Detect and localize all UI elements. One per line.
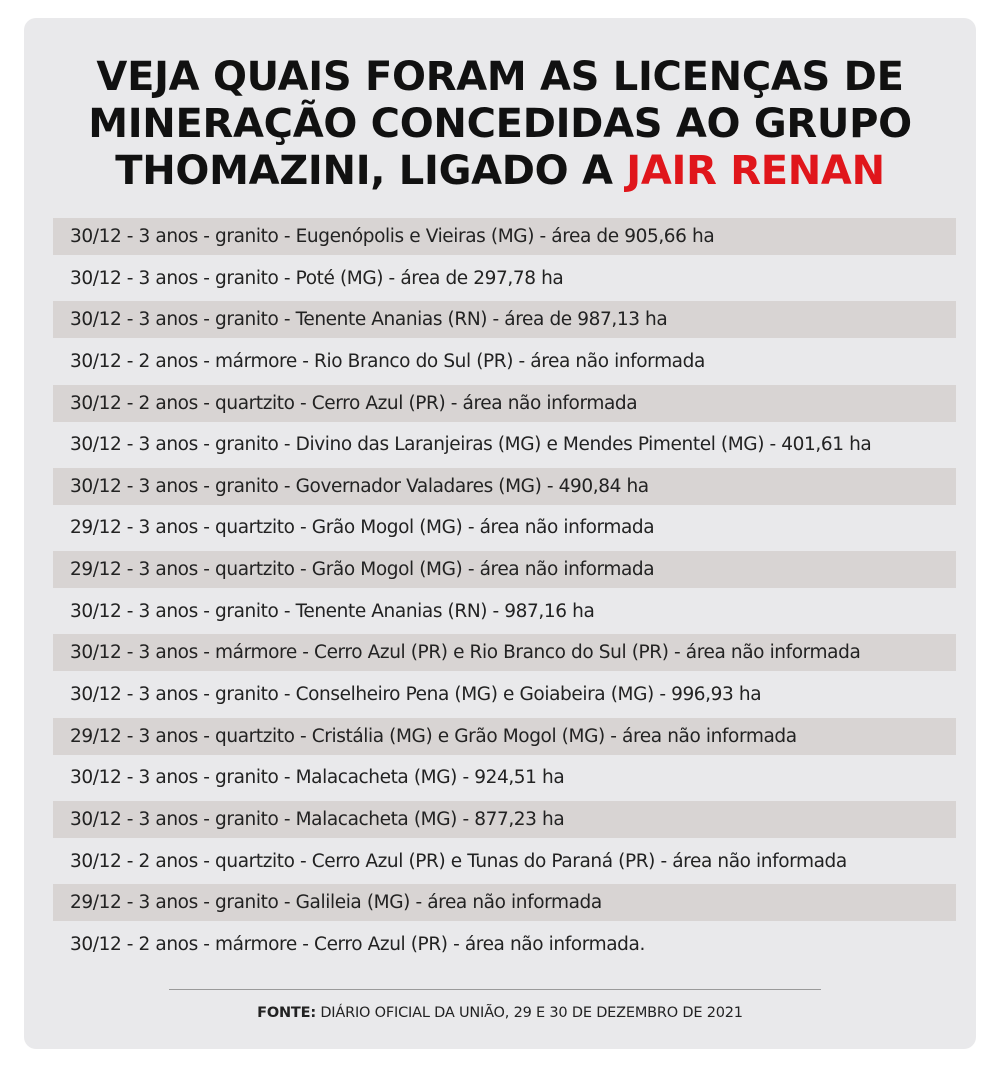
headline-line-2: MINERAÇÃO CONCEDIDAS AO GRUPO (88, 101, 912, 147)
license-row: 30/12 - 2 anos - quartzito - Cerro Azul (PR) e Tunas do Paraná (PR) - área não informada (70, 850, 847, 872)
headline-highlight-name: JAIR RENAN (626, 148, 885, 194)
license-row: 30/12 - 3 anos - granito - Tenente Ananias (RN) - 987,16 ha (70, 600, 595, 622)
license-row: 29/12 - 3 anos - quartzito - Grão Mogol (MG) - área não informada (70, 517, 655, 539)
infographic-card (24, 18, 976, 1049)
license-row: 30/12 - 3 anos - mármore - Cerro Azul (PR) e Rio Branco do Sul (PR) - área não informada (53, 634, 956, 671)
license-row: 30/12 - 3 anos - granito - Malacacheta (MG) - 924,51 ha (70, 767, 565, 789)
source-note (24, 1005, 976, 1021)
license-row: 30/12 - 3 anos - granito - Poté (MG) - área de 297,78 ha (70, 267, 564, 289)
footer-divider (169, 989, 821, 990)
headline (24, 54, 976, 195)
license-row: 30/12 - 3 anos - granito - Governador Valadares (MG) - 490,84 ha (53, 468, 956, 505)
license-row: 30/12 - 3 anos - granito - Divino das Laranjeiras (MG) e Mendes Pimentel (MG) - 401,61 ha (70, 434, 872, 456)
headline-line-1: VEJA QUAIS FORAM AS LICENÇAS DE (96, 54, 904, 100)
license-row: 29/12 - 3 anos - granito - Galileia (MG) - área não informada (53, 884, 956, 921)
license-row: 30/12 - 2 anos - quartzito - Cerro Azul (PR) - área não informada (53, 385, 956, 422)
headline-line-3-prefix: THOMAZINI, LIGADO A (115, 148, 627, 194)
license-row: 30/12 - 2 anos - mármore - Rio Branco do Sul (PR) - área não informada (70, 350, 705, 372)
license-row: 30/12 - 3 anos - granito - Tenente Ananias (RN) - área de 987,13 ha (53, 301, 956, 338)
license-row: 29/12 - 3 anos - quartzito - Grão Mogol (MG) - área não informada (53, 551, 956, 588)
source-text: DIÁRIO OFICIAL DA UNIÃO, 29 E 30 DE DEZEMBRO DE 2021 (315, 1005, 743, 1021)
license-row: 30/12 - 3 anos - granito - Conselheiro Pena (MG) e Goiabeira (MG) - 996,93 ha (70, 684, 762, 706)
license-row: 30/12 - 3 anos - granito - Malacacheta (MG) - 877,23 ha (53, 801, 956, 838)
license-row: 29/12 - 3 anos - quartzito - Cristália (MG) e Grão Mogol (MG) - área não informada (53, 718, 956, 755)
license-list (53, 218, 956, 968)
source-label: FONTE: (257, 1005, 316, 1021)
license-row: 30/12 - 3 anos - granito - Eugenópolis e Vieiras (MG) - área de 905,66 ha (53, 218, 956, 255)
license-row: 30/12 - 2 anos - mármore - Cerro Azul (PR) - área não informada. (70, 933, 645, 955)
